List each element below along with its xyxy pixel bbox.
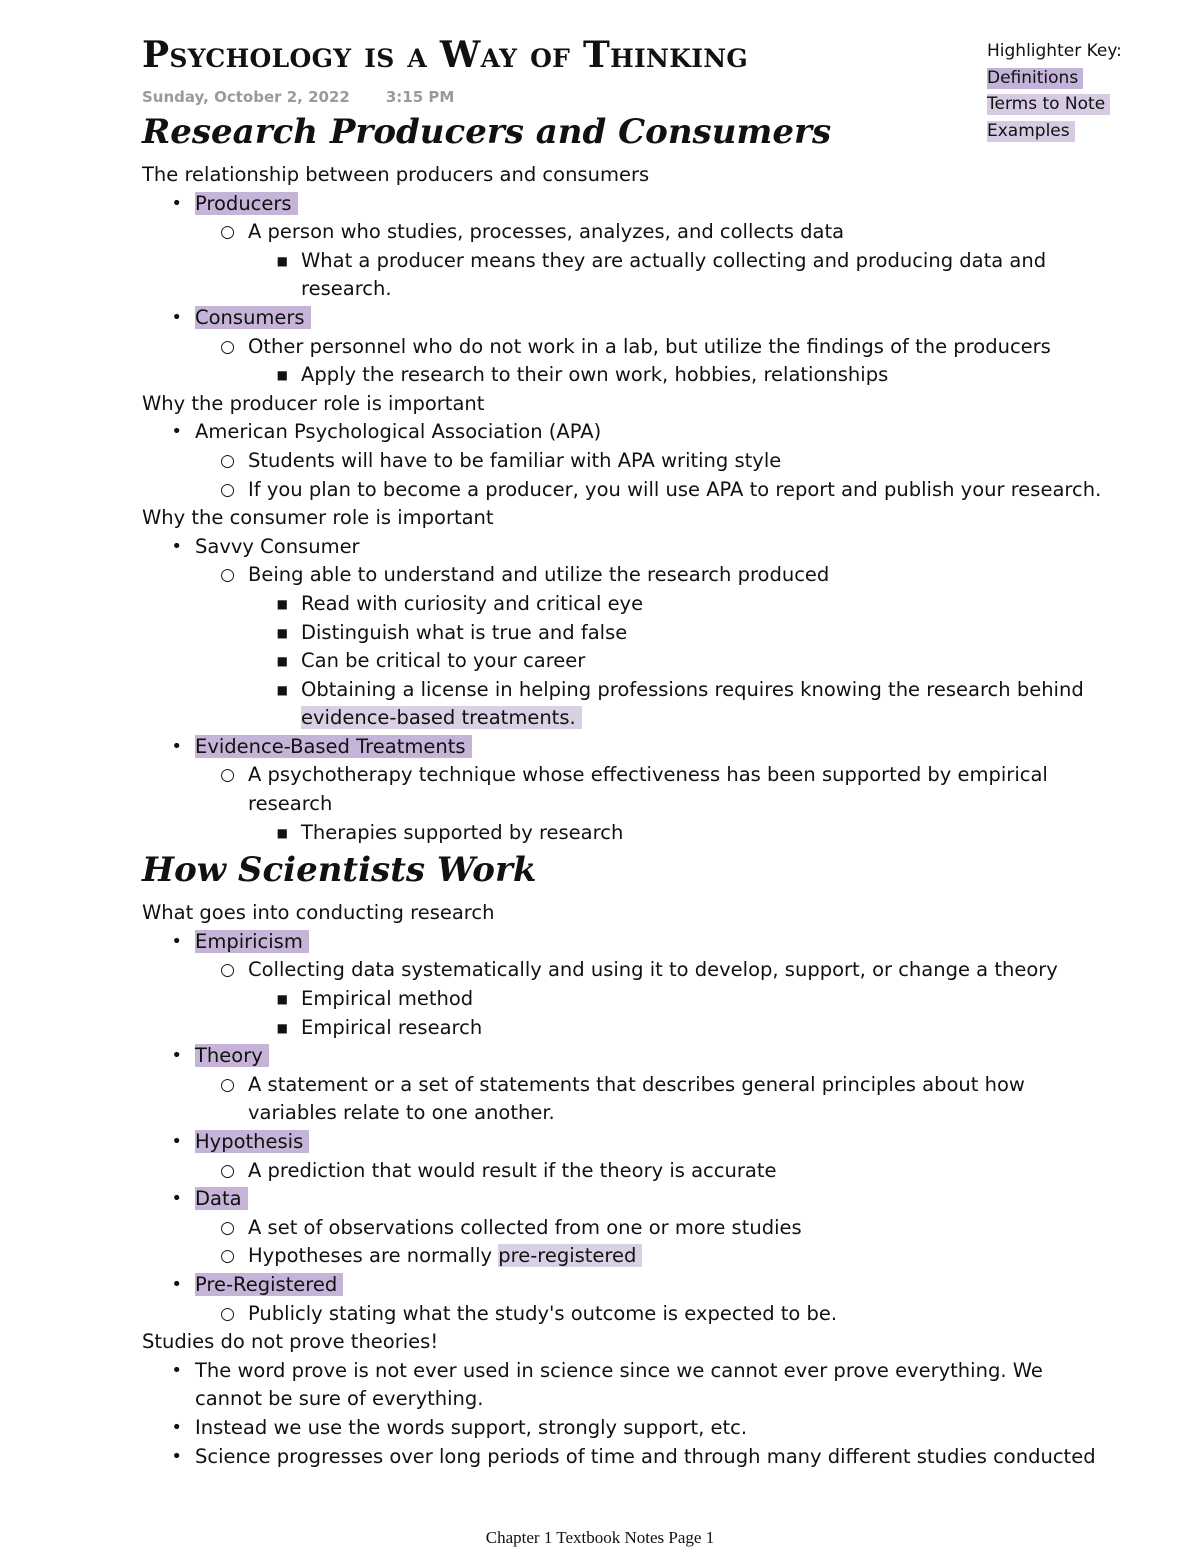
page-date: Sunday, October 2, 2022 <box>142 88 350 106</box>
list-item: ■ Empirical research <box>276 1015 483 1039</box>
key-terms-to-note: Terms to Note <box>987 94 1110 115</box>
term-highlight: evidence-based treatments. <box>301 706 582 729</box>
term-highlight: pre-registered <box>498 1244 642 1267</box>
list-item: • The word prove is not ever used in science since we cannot ever prove everything. We <box>171 1358 1043 1382</box>
term-highlight: Evidence-Based Treatments <box>195 735 472 758</box>
list-item: ○ A statement or a set of statements that describes general principles about how <box>220 1072 1025 1096</box>
list-item: • Data <box>142 1185 1182 1214</box>
list-item: ○ Other personnel who do not work in a lab, but utilize the findings of the producers <box>220 334 1051 358</box>
list-item: • Pre-Registered <box>142 1271 1182 1300</box>
term-highlight: Theory <box>195 1044 269 1067</box>
page-title: Psychology is a Way of Thinking <box>142 34 749 76</box>
list-item: ○ Collecting data systematically and using it to develop, support, or change a theory <box>220 958 1058 982</box>
list-item: • Consumers <box>142 304 1182 333</box>
list-item: • Savvy Consumer <box>171 534 360 558</box>
list-item: ○ If you plan to become a producer, you will use APA to report and publish your research. <box>220 477 1102 501</box>
list-item-continuation: cannot be sure of everything. <box>195 1387 484 1411</box>
list-item: • Hypothesis <box>142 1128 1182 1157</box>
list-item: • Instead we use the words support, strongly support, etc. <box>171 1415 748 1439</box>
section-heading-scientists: How Scientists Work <box>142 850 537 891</box>
section-intro: What goes into conducting research <box>142 901 495 925</box>
list-item: • American Psychological Association (APA) <box>171 420 602 444</box>
list-item: ○ A person who studies, processes, analyzes, and collects data <box>220 220 845 244</box>
list-item-continuation: variables relate to one another. <box>248 1101 555 1125</box>
list-item: ○ Publicly stating what the study's outcome is expected to be. <box>220 1301 838 1325</box>
list-item: ■ Obtaining a license in helping professions requires knowing the research behind <box>276 677 1084 701</box>
page-time: 3:15 PM <box>385 88 455 106</box>
term-highlight: Consumers <box>195 306 311 329</box>
subheading: Why the producer role is important <box>142 391 485 415</box>
list-item-continuation: research. <box>301 277 392 301</box>
list-item: ■ Can be critical to your career <box>276 649 586 673</box>
list-item: ■ Therapies supported by research <box>276 820 624 844</box>
term-highlight: Data <box>195 1187 248 1210</box>
subheading: Studies do not prove theories! <box>142 1330 439 1354</box>
list-item: • Producers <box>142 190 1182 219</box>
list-item: ■ Apply the research to their own work, hobbies, relationships <box>276 363 889 387</box>
key-examples: Examples <box>987 121 1075 142</box>
subheading: Why the consumer role is important <box>142 506 494 530</box>
page-footer: Chapter 1 Textbook Notes Page 1 <box>485 1528 715 1547</box>
list-item: • Evidence-Based Treatments <box>142 733 1182 762</box>
notes-content <box>142 109 1182 1471</box>
term-highlight: Pre-Registered <box>195 1273 343 1296</box>
list-item: ■ Read with curiosity and critical eye <box>276 591 644 615</box>
list-item: • Theory <box>142 1042 1182 1071</box>
highlighter-key-title: Highlighter Key: <box>987 41 1122 61</box>
term-highlight: Hypothesis <box>195 1130 309 1153</box>
list-item: ○ Hypotheses are normally pre-registered <box>142 1242 1182 1271</box>
list-item: ○ Being able to understand and utilize the research produced <box>220 563 830 587</box>
list-item: ■ Distinguish what is true and false <box>276 620 628 644</box>
section-intro: The relationship between producers and consumers <box>142 163 650 186</box>
list-item: ○ Students will have to be familiar with APA writing style <box>220 448 782 472</box>
term-highlight: Producers <box>195 192 298 215</box>
list-item: ○ A psychotherapy technique whose effectiveness has been supported by empirical <box>220 763 1048 787</box>
list-item: • Empiricism <box>142 928 1182 957</box>
section-heading-research: Research Producers and Consumers <box>142 112 832 152</box>
list-item: ■ What a producer means they are actually collecting and producing data and <box>276 248 1047 272</box>
list-item-continuation <box>142 704 1182 733</box>
list-item: • Science progresses over long periods of time and through many different studies conducted <box>171 1444 1096 1468</box>
list-item: ■ Empirical method <box>276 987 474 1011</box>
key-definitions: Definitions <box>987 68 1083 89</box>
page-datetime <box>142 88 454 106</box>
term-highlight: Empiricism <box>195 930 309 953</box>
list-item: ○ A prediction that would result if the theory is accurate <box>220 1158 777 1182</box>
list-item-continuation: research <box>248 792 333 816</box>
list-item: ○ A set of observations collected from one or more studies <box>220 1215 802 1239</box>
